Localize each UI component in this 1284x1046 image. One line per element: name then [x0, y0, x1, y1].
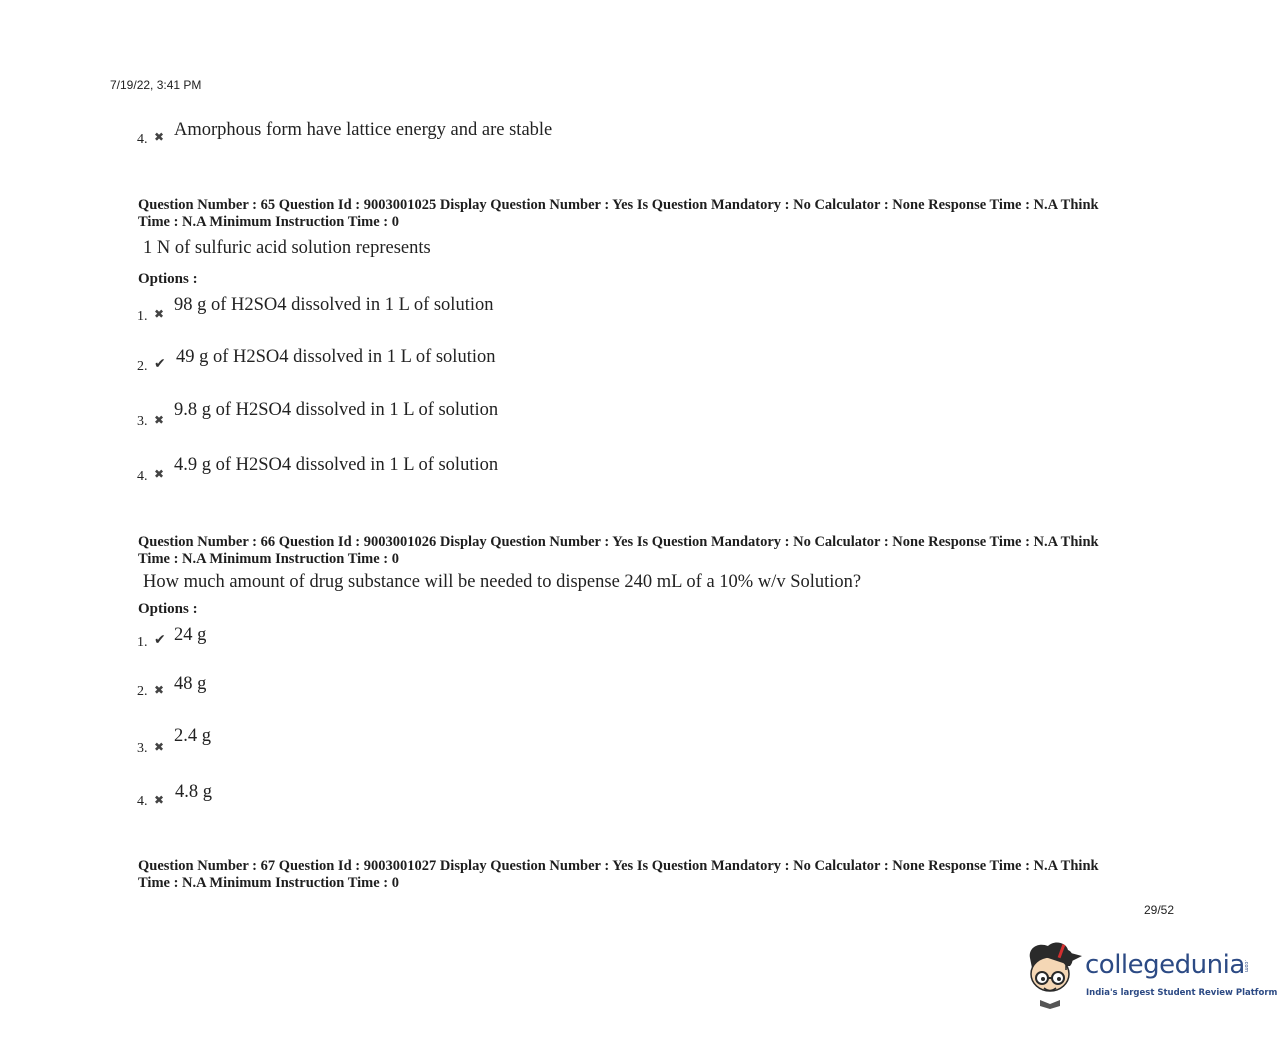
option-number: 3. [137, 741, 148, 756]
cross-icon: ✖ [154, 130, 165, 144]
cross-icon: ✖ [154, 683, 165, 697]
logo-suffix: .com [1243, 960, 1249, 973]
question-meta [138, 197, 1158, 231]
cross-icon: ✖ [154, 467, 165, 481]
collegedunia-logo [1022, 938, 1278, 1008]
option-number: 4. [137, 132, 148, 147]
cross-icon: ✖ [154, 307, 165, 321]
logo-name: collegedunia [1085, 950, 1245, 980]
option-text: 24 g [174, 625, 207, 645]
option-number: 2. [137, 359, 148, 374]
cross-icon: ✖ [154, 740, 165, 754]
option-text: 2.4 g [174, 726, 211, 746]
question-text: How much amount of drug substance will be needed to dispense 240 mL of a 10% w/v Solution? [143, 572, 862, 592]
question-meta-line: Time : N.A Minimum Instruction Time : 0 [138, 875, 400, 891]
option-text: 49 g of H2SO4 dissolved in 1 L of solution [176, 347, 496, 367]
question-meta-line: Time : N.A Minimum Instruction Time : 0 [138, 214, 400, 230]
option-number: 1. [137, 635, 148, 650]
mascot-icon [1022, 938, 1086, 1010]
option-text: 4.9 g of H2SO4 dissolved in 1 L of solution [174, 455, 499, 475]
option-number: 4. [137, 794, 148, 809]
question-meta-line: Question Number : 67 Question Id : 9003001027 Display Question Number : Yes Is Question Mandatory : No Calculator : None Response Time : N.A Think [138, 858, 1099, 874]
print-timestamp: 7/19/22, 3:41 PM [110, 78, 202, 92]
option-text: 9.8 g of H2SO4 dissolved in 1 L of solution [174, 400, 499, 420]
option-number: 1. [137, 309, 148, 324]
check-icon: ✔ [154, 356, 166, 372]
option-number: 4. [137, 469, 148, 484]
question-text: 1 N of sulfuric acid solution represents [143, 238, 431, 258]
option-number: 3. [137, 414, 148, 429]
option-number: 2. [137, 684, 148, 699]
options-label: Options : [138, 601, 198, 617]
question-meta-line: Time : N.A Minimum Instruction Time : 0 [138, 551, 400, 567]
option-text: 48 g [174, 674, 207, 694]
option-text: 4.8 g [175, 782, 212, 802]
check-icon: ✔ [154, 632, 166, 648]
option-text: 98 g of H2SO4 dissolved in 1 L of solution [174, 295, 494, 315]
options-label: Options : [138, 271, 198, 287]
question-meta-line: Question Number : 66 Question Id : 9003001026 Display Question Number : Yes Is Question Mandatory : No Calculator : None Response Time : N.A Think [138, 534, 1099, 550]
cross-icon: ✖ [154, 413, 165, 427]
page-number: 29/52 [1144, 903, 1175, 917]
question-meta-line: Question Number : 65 Question Id : 9003001025 Display Question Number : Yes Is Question Mandatory : No Calculator : None Response Time : N.A Think [138, 197, 1099, 213]
cross-icon: ✖ [154, 793, 165, 807]
question-meta [138, 858, 1158, 892]
option-text: Amorphous form have lattice energy and are stable [174, 120, 553, 140]
logo-tagline: India's largest Student Review Platform [1086, 988, 1278, 998]
question-meta [138, 534, 1158, 568]
